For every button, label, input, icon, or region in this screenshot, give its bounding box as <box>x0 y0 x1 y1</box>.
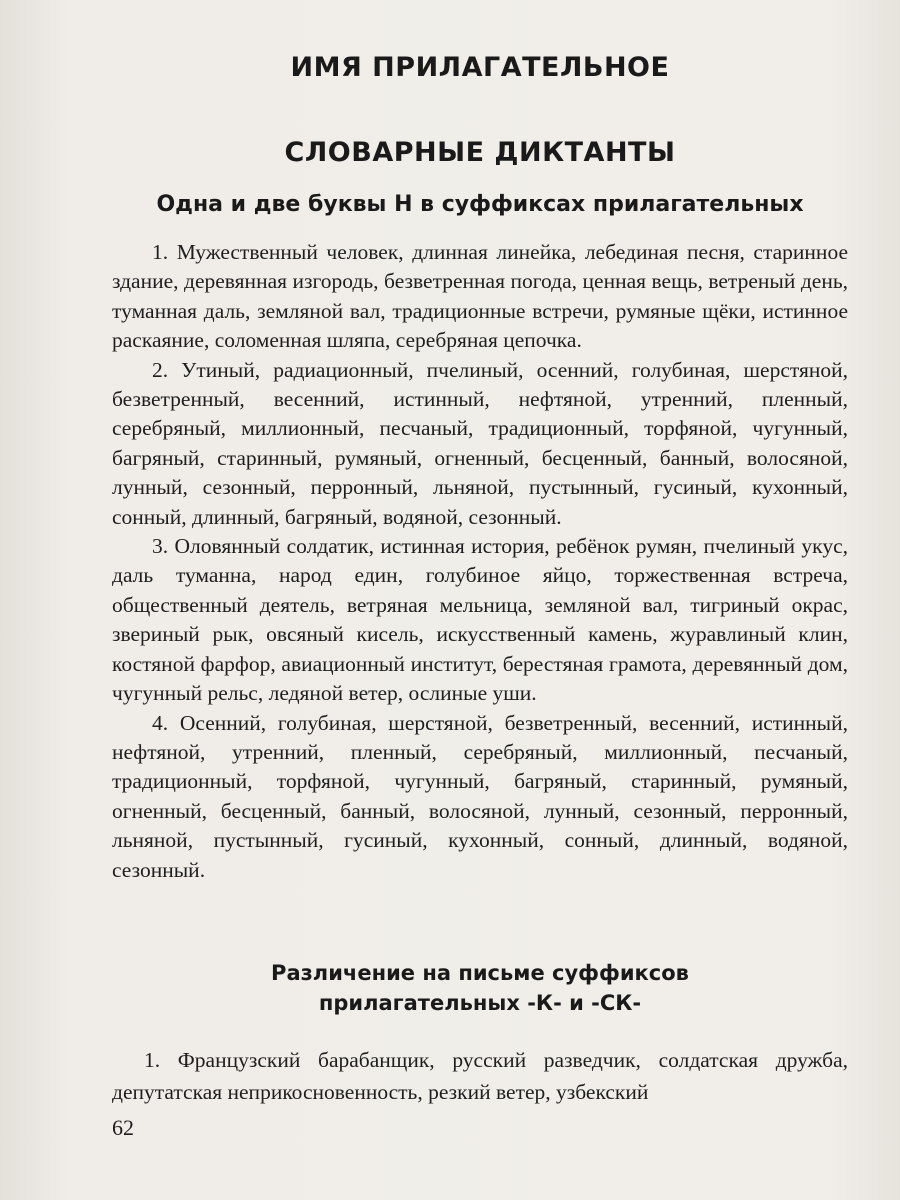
section-body-k-sk <box>112 1044 848 1108</box>
page-title: ИМЯ ПРИЛАГАТЕЛЬНОЕ <box>290 52 670 83</box>
section-heading-k-sk: Различение на письме суффиксов прилагательных -К- и -СК- <box>271 961 689 1015</box>
dictation-paragraph-3: 3. Оловянный солдатик, истинная история, ребёнок румян, пчелиный укус, даль туманна, народ един, голубиное яйцо, торжественная встреча, общественный деятель, ветряная мельница, земляной вал, тигриный окрас, звериный рык, овсяный кисель, искусственный камень, журавлиный клин, костяной фарфор, авиационный институт, берестяная грамота, деревянный дом, чугунный рельс, ледяной ветер, ослиные уши. <box>112 534 848 706</box>
page-number: 62 <box>112 1115 134 1140</box>
section-body-double-n <box>112 238 848 885</box>
dictation-paragraph-k-sk-1: 1. Французский барабанщик, русский разведчик, солдатская дружба, депутатская неприкосновенность, резкий ветер, узбекский <box>112 1048 848 1104</box>
dictation-paragraph-2: 2. Утиный, радиационный, пчелиный, осенний, голубиная, шерстяной, безветренный, весенний, истинный, нефтяной, утренний, пленный, серебряный, миллионный, песчаный, традиционный, торфяной, чугунный, багряный, старинный, румяный, огненный, бесценный, банный, волосяной, лунный, сезонный, перронный, льняной, пустынный, гусиный, кухонный, сонный, длинный, багряный, водяной, сезонный. <box>112 357 848 529</box>
dictation-paragraph-4: 4. Осенний, голубиная, шерстяной, безветренный, весенний, истинный, нефтяной, утренний, пленный, серебряный, миллионный, песчаный, традиционный, торфяной, чугунный, багряный, старинный, румяный, огненный, бесценный, банный, волосяной, лунный, сезонный, перронный, льняной, пустынный, гусиный, кухонный, сонный, длинный, водяной, сезонный. <box>112 710 848 882</box>
dictation-paragraph-1: 1. Мужественный человек, длинная линейка, лебединая песня, старинное здание, деревянная изгородь, безветренная погода, ценная вещь, ветреный день, туманная даль, земляной вал, традиционные встречи, румяные щёки, истинное раскаяние, соломенная шляпа, серебряная цепочка. <box>112 240 848 353</box>
section-heading-double-n: Одна и две буквы Н в суффиксах прилагательных <box>156 192 804 217</box>
page-subtitle: СЛОВАРНЫЕ ДИКТАНТЫ <box>284 137 676 168</box>
